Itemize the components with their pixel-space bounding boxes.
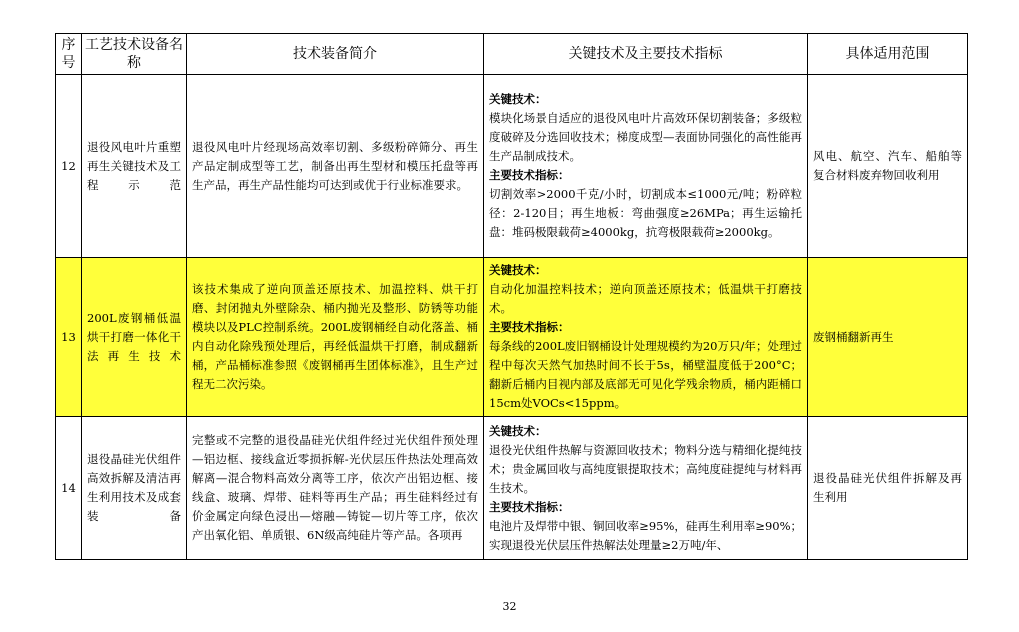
header-name: 工艺技术设备名称 [82,34,187,75]
metrics-text: 切割效率>2000千克/小时，切割成本≤1000元/吨；粉碎粒径：2-120目；再生地板：弯曲强度≥26MPa；再生运输托盘：堆码极限载荷≥4000kg，抗弯极限载荷≥2000kg。 [489,187,802,239]
row-number: 14 [56,417,82,560]
key-tech-text: 模块化场景自适应的退役风电叶片高效环保切割装备；多级粒度破碎及分选回收技术；梯度成型—表面协同强化的高性能再生产品制成技术。 [489,111,802,163]
page-number: 32 [502,600,517,613]
metrics-text: 每条线的200L废旧钢桶设计处理规模约为20万只/年；处理过程中每次天然气加热时间不长于5s，桶壁温度低于200°C；翻新后桶内目视内部及底部无可见化学残余物质，桶内距桶口15cm处VOCs<15ppm。 [489,339,802,410]
metrics-text: 电池片及焊带中银、铜回收率≥95%，硅再生利用率≥90%；实现退役光伏层压件热解法处理量≥2万吨/年、 [489,518,802,552]
metrics-title: 主要技术指标： [489,168,570,182]
table-row [56,258,968,417]
row-name: 200L废钢桶低温烘干打磨一体化干法再生技术 [82,258,187,417]
row-scope: 废钢桶翻新再生 [808,258,968,417]
key-tech-text: 退役光伏组件热解与资源回收技术；物料分选与精细化提纯技术；贵金属回收与高纯度银提取技术；高纯度硅提纯与材料再生技术。 [489,442,802,495]
key-tech-text: 自动化加温控料技术；逆向顶盖还原技术；低温烘干打磨技术。 [489,282,802,315]
header-intro: 技术装备简介 [187,34,484,75]
key-tech-title: 关键技术： [489,92,547,106]
row-scope: 风电、航空、汽车、船舶等复合材料废弃物回收利用 [808,75,968,258]
metrics-title: 主要技术指标： [489,499,570,514]
row-name: 退役晶硅光伏组件高效拆解及清洁再生利用技术及成套装备 [82,417,187,560]
row-intro: 完整或不完整的退役晶硅光伏组件经过光伏组件预处理—铝边框、接线盒近零损拆解-光伏层压件热法处理高效解离—混合物料高效分离等工序，依次产出铝边框、接线盒、玻璃、焊带、硅料等再生产品；再生硅料经过有价金属定向绿色浸出—熔融—铸锭—切片等工序，依次产出氧化铝、单质银、6N级高纯硅片等产品。各项再 [187,417,484,560]
row-number: 12 [56,75,82,258]
header-seq: 序号 [56,34,82,75]
row-key-tech [484,258,808,417]
row-key-tech [484,75,808,258]
table-row [56,417,968,560]
table-row [56,75,968,258]
row-name: 退役风电叶片重塑再生关键技术及工程示范 [82,75,187,258]
key-tech-title: 关键技术： [489,423,547,438]
row-scope: 退役晶硅光伏组件拆解及再生利用 [808,417,968,560]
header-scope: 具体适用范围 [808,34,968,75]
table-header-row [56,34,968,75]
row-key-tech [484,417,808,560]
row-intro: 退役风电叶片经现场高效率切割、多级粉碎筛分、再生产品定制成型等工艺，制备出再生型材和模压托盘等再生产品，再生产品性能均可达到或优于行业标准要求。 [187,75,484,258]
metrics-title: 主要技术指标： [489,320,570,334]
row-number: 13 [56,258,82,417]
key-tech-title: 关键技术： [489,263,547,277]
header-key: 关键技术及主要技术指标 [484,34,808,75]
row-intro: 该技术集成了逆向顶盖还原技术、加温控料、烘干打磨、封闭抛丸外壁除杂、桶内抛光及整形、防锈等功能模块以及PLC控制系统。200L废钢桶经自动化落盖、桶内自动化除残预处理后，再经低温烘干打磨，制成翻新桶，产品桶标准参照《废钢桶再生团体标准》，且生产过程无二次污染。 [187,258,484,417]
technology-table [55,33,968,560]
